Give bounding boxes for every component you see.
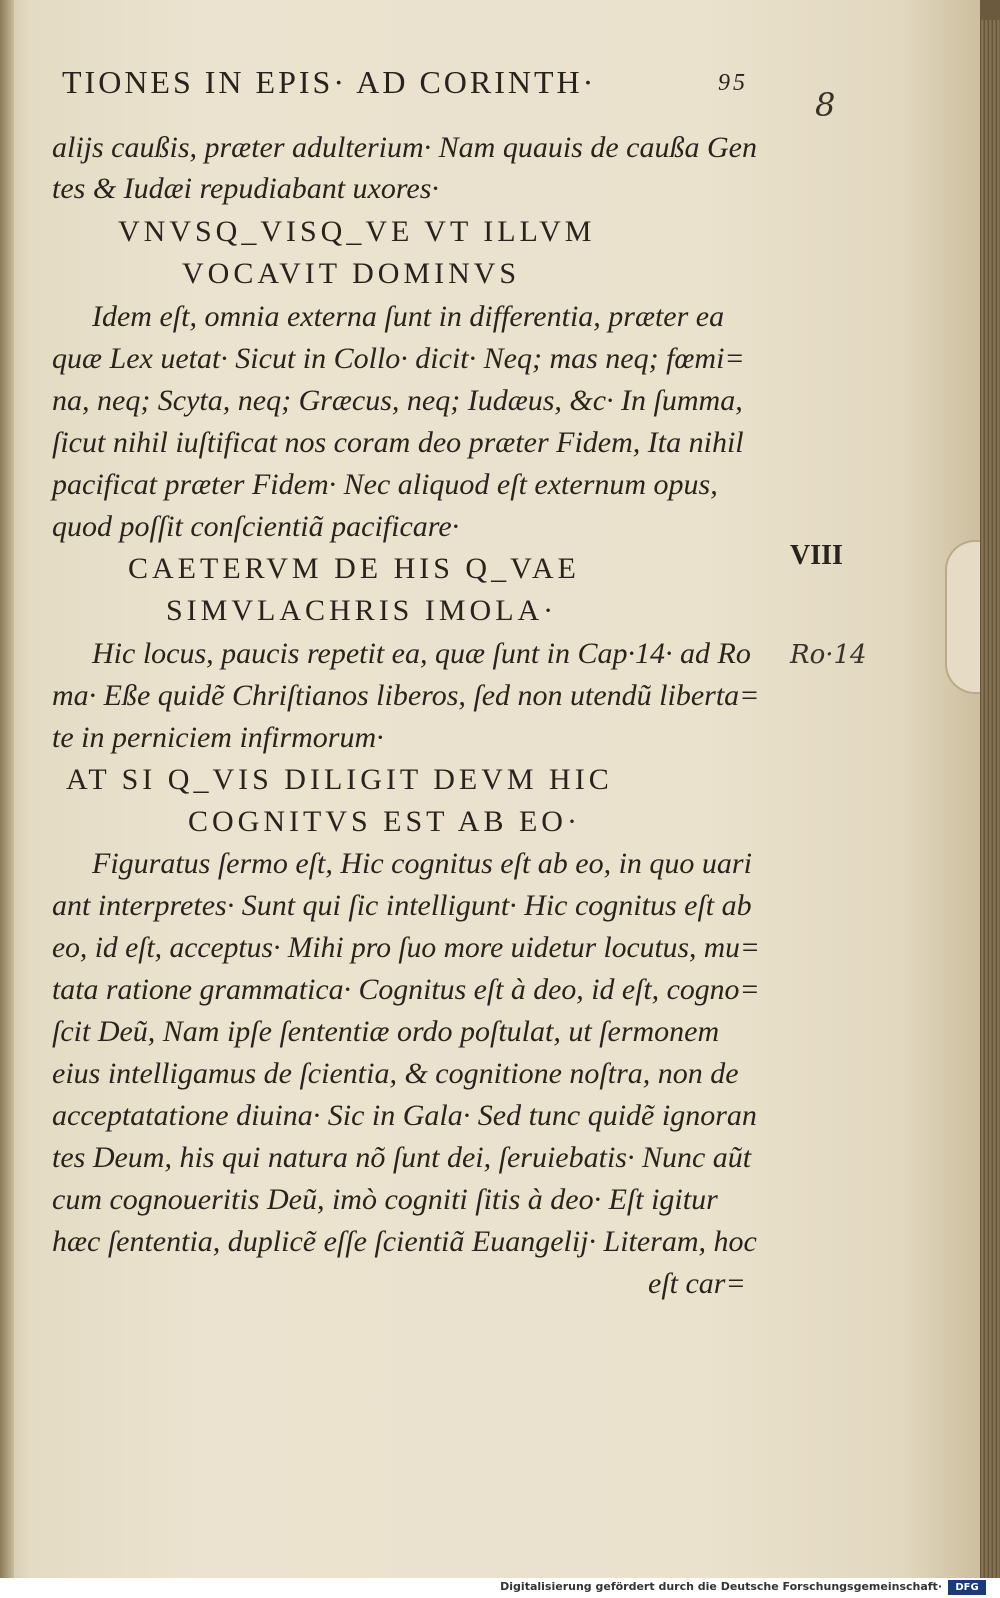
section-heading: VNVSQ_VISQ_VE VT ILLVM [118,215,596,248]
section-heading: CAETERVM DE HIS Q_VAE [128,552,580,585]
text-line: Figuratus ſermo eſt, Hic cognitus eſt ab eo, in quo uari [92,847,752,880]
folio-note: 8 [815,86,836,124]
section-heading: SIMVLACHRIS IMOLA· [166,594,558,627]
text-line: quod poſſit conſcientiã pacificare· [52,510,460,543]
text-line: hæc ſententia, duplicẽ eſſe ſcientiã Euangelij· Literam, hoc [52,1225,757,1258]
page-number: 95 [718,70,748,96]
section-heading: AT SI Q_VIS DILIGIT DEVM HIC [66,763,613,796]
text-line: cum cognoueritis Deũ, imò cogniti ſitis à deo· Eſt igitur [52,1183,718,1216]
text-line: quæ Lex uetat· Sicut in Collo· dicit· Neq; mas neq; fœmi= [52,342,745,375]
page-tab [945,540,982,694]
page-gutter [0,0,14,1578]
text-line: eius intelligamus de ſcientia, & cognitione noſtra, non de [52,1057,739,1090]
running-head-title: TIONES IN EPIS· AD CORINTH· [62,64,597,100]
catchword: eſt car= [648,1267,746,1300]
text-line: te in perniciem infirmorum· [52,721,384,754]
text-line: ſcit Deũ, Nam ipſe ſententiæ ordo poſtulat, ut ſermonem [52,1015,720,1048]
margin-reference-note: Ro·14 [790,640,867,670]
text-line: eo, id eſt, acceptus· Mihi pro ſuo more uidetur locutus, mu= [52,931,760,964]
footer-bar [0,1578,1000,1598]
section-heading: VOCAVIT DOMINVS [182,257,521,290]
text-line: tata ratione grammatica· Cognitus eſt à deo, id eſt, cogno= [52,973,760,1006]
book-edge [980,20,1000,1578]
section-heading: COGNITVS EST AB EO· [188,805,581,838]
text-line: ant interpretes· Sunt qui ſic intelligunt· Hic cognitus eſt ab [52,889,752,922]
text-line: pacificat præter Fidem· Nec aliquod eſt externum opus, [52,468,718,501]
text-line: acceptatatione diuina· Sic in Gala· Sed tunc quidẽ ignoran [52,1099,757,1132]
text-line: tes & Iudæi repudiabant uxores· [52,172,439,205]
text-line: ſicut nihil iuſtificat nos coram deo præter Fidem, Ita nihil [52,426,744,459]
dfg-logo: DFG [948,1580,986,1595]
text-line: na, neq; Scyta, neq; Græcus, neq; Iudæus, &c· In ſumma, [52,384,743,417]
footer-credit: Digitalisierung gefördert durch die Deutsche Forschungsgemeinschaft· [500,1580,942,1593]
text-line: Hic locus, paucis repetit ea, quæ ſunt in Cap·14· ad Ro [92,637,751,670]
text-line: alijs caußis, præter adulterium· Nam quauis de caußa Gen [52,131,757,164]
text-line: Idem eſt, omnia externa ſunt in differentia, præter ea [92,300,725,333]
text-line: ma· Eßе quidẽ Chriſtianos liberos, ſed non utendũ liberta= [52,679,760,712]
margin-chapter-number: VIII [790,540,843,571]
text-line: tes Deum, his qui natura nõ ſunt dei, ſeruiebatis· Nunc aũt [52,1141,752,1174]
